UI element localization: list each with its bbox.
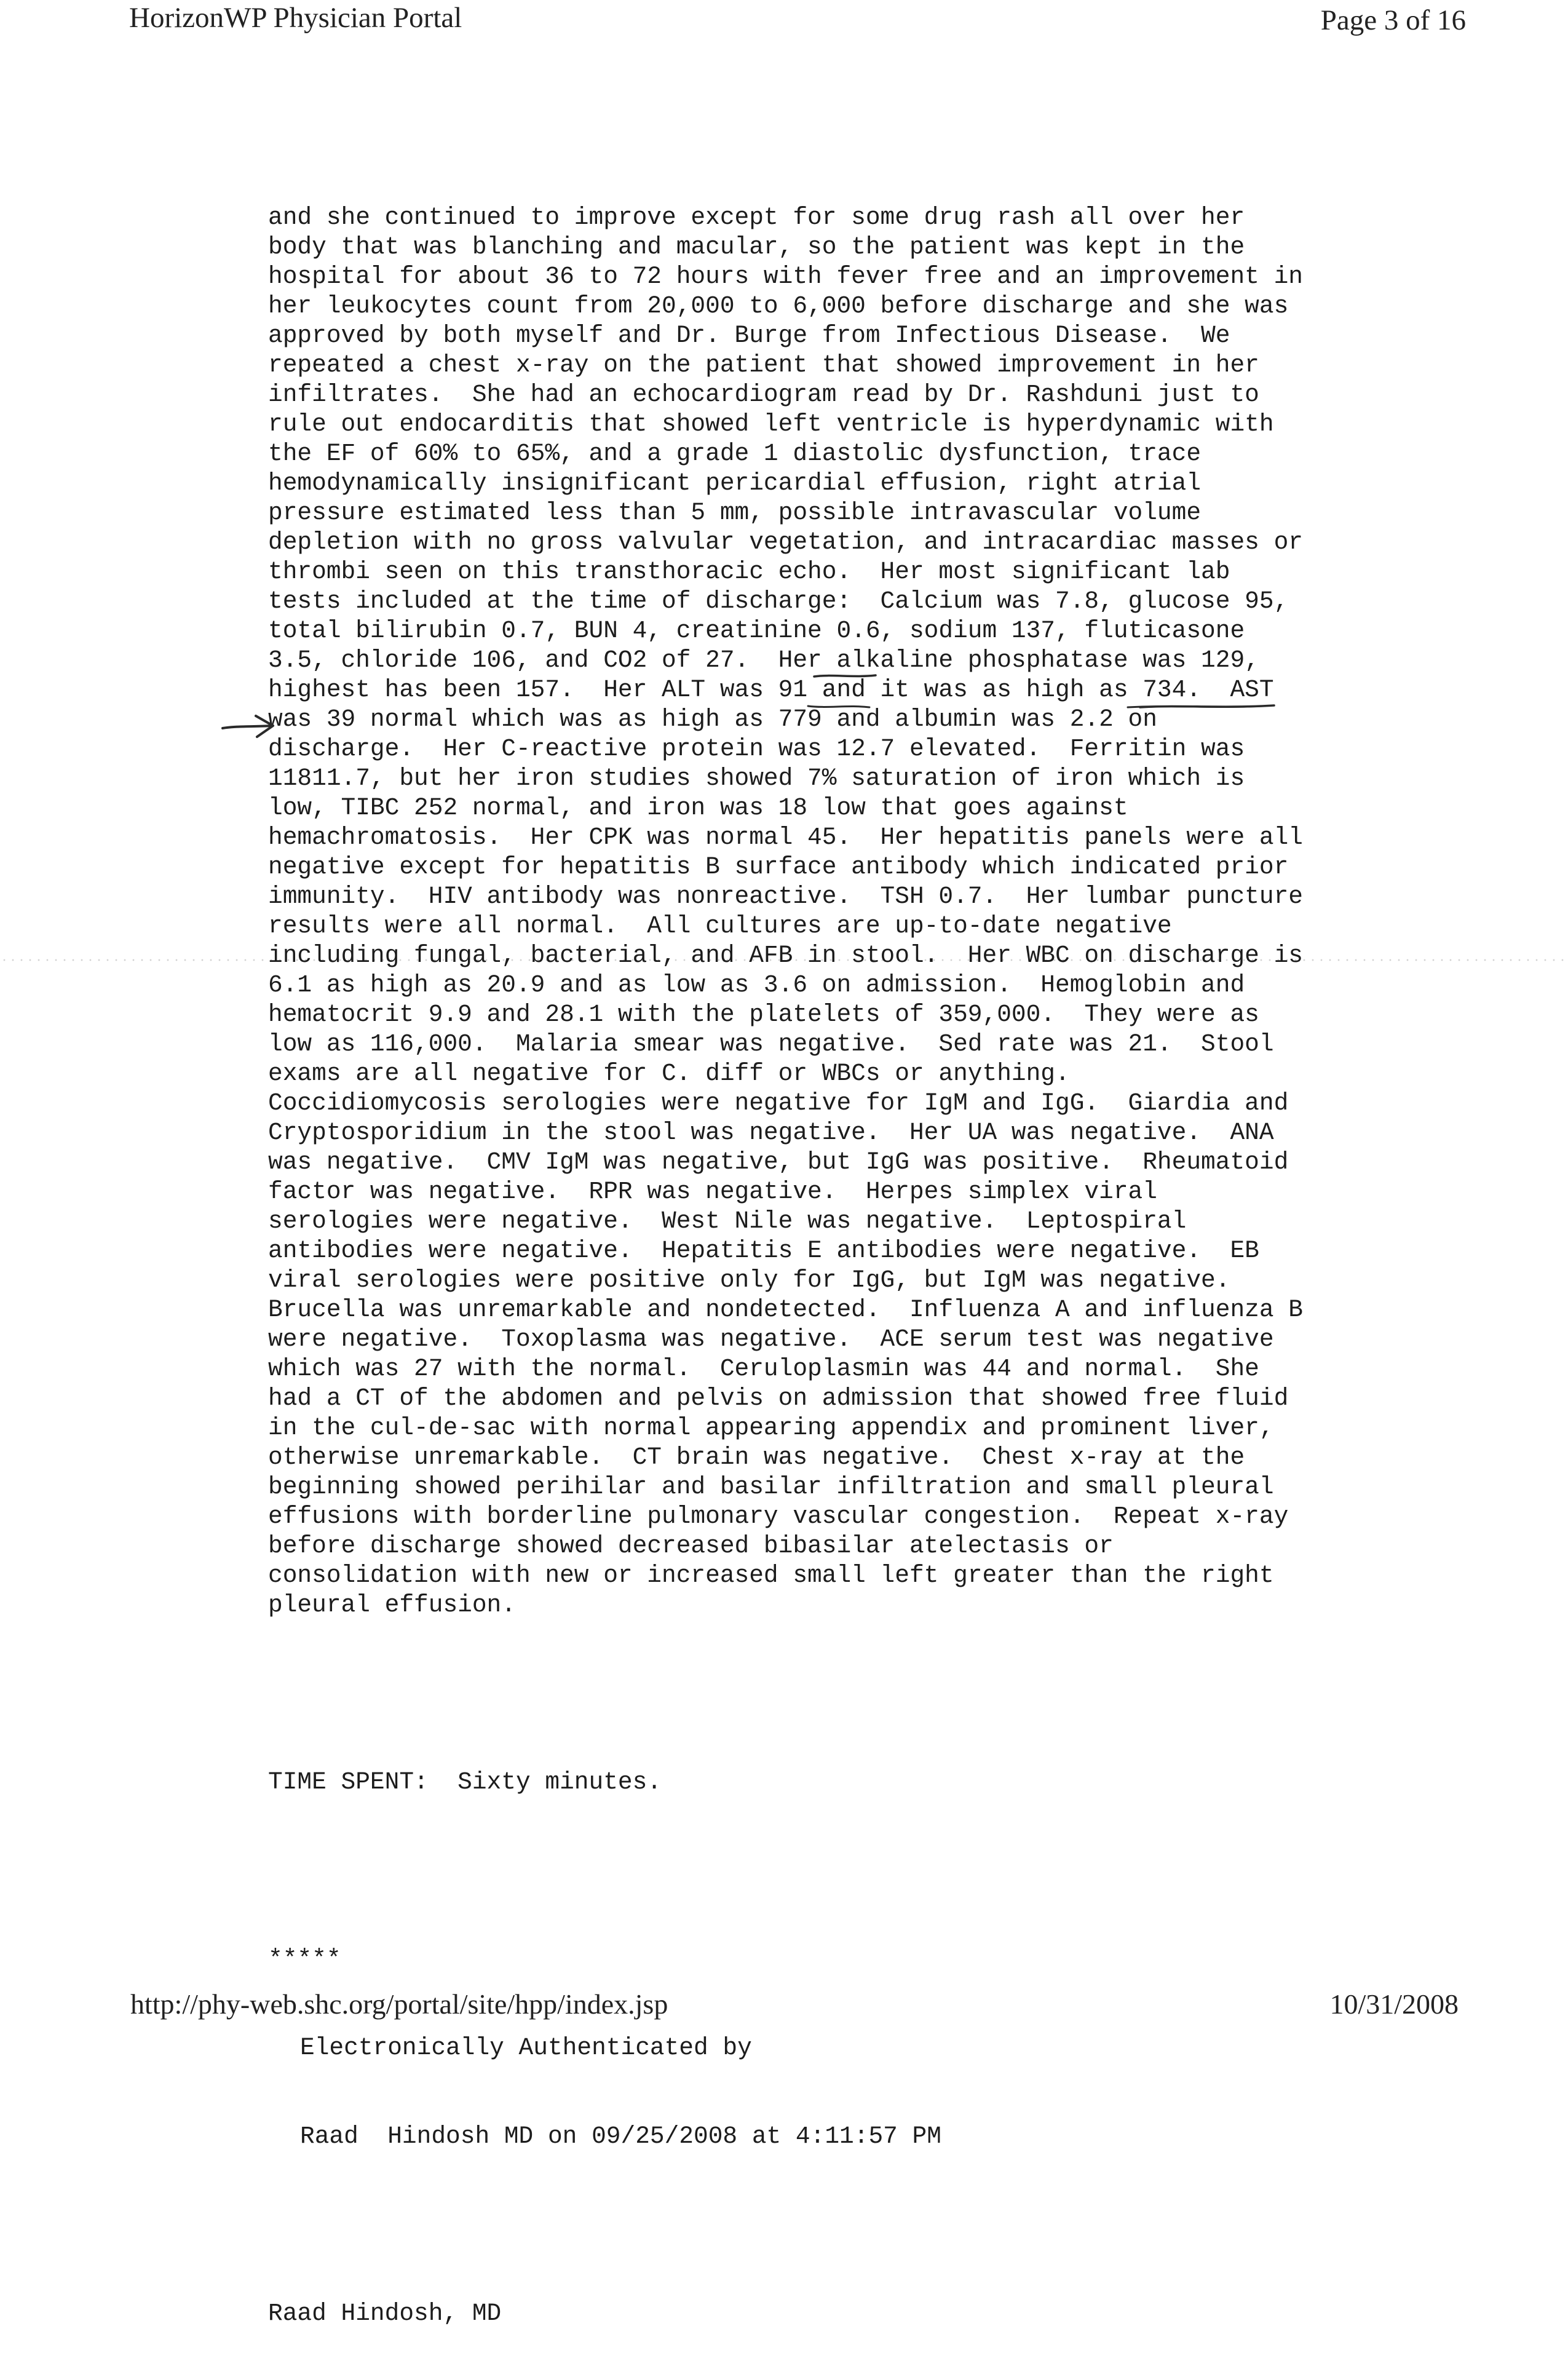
report-line: rule out endocarditis that showed left ventricle is hyperdynamic with: [268, 410, 1274, 438]
report-line: hospital for about 36 to 72 hours with fever free and an improvement in: [268, 263, 1303, 290]
report-line: the EF of 60% to 65%, and a grade 1 diastolic dysfunction, trace: [268, 440, 1202, 467]
report-line: in the cul-de-sac with normal appearing appendix and prominent liver,: [268, 1414, 1274, 1442]
spacer: [268, 2210, 1473, 2240]
report-line: infiltrates. She had an echocardiogram read by Dr. Rashduni just to: [268, 381, 1259, 408]
report-line: tests included at the time of discharge: Calcium was 7.8, glucose 95,: [268, 587, 1289, 615]
footer-print-date: 10/31/2008: [1329, 1988, 1459, 2020]
report-line: factor was negative. RPR was negative. Herpes simplex viral: [268, 1178, 1157, 1205]
auth-line-2: Raad Hindosh MD on 09/25/2008 at 4:11:57 PM: [300, 2122, 941, 2150]
report-line: which was 27 with the normal. Ceruloplasmin was 44 and normal. She: [268, 1355, 1259, 1383]
report-line: was negative. CMV IgM was negative, but IgG was positive. Rheumatoid: [268, 1148, 1289, 1176]
report-line: total bilirubin 0.7, BUN 4, creatinine 0.6, sodium 137, fluticasone: [268, 617, 1245, 645]
handwritten-arrow-icon: [220, 707, 275, 744]
spacer: [268, 1679, 1473, 1709]
report-line: highest has been 157. Her ALT was 91 and it was as high as 734. AST: [268, 676, 1274, 704]
report-line: negative except for hepatitis B surface antibody which indicated prior: [268, 853, 1289, 881]
report-line: Brucella was unremarkable and nondetected. Influenza A and influenza B: [268, 1296, 1303, 1324]
report-line: depletion with no gross valvular vegetation, and intracardiac masses or: [268, 528, 1303, 556]
report-line: repeated a chest x-ray on the patient that showed improvement in her: [268, 351, 1259, 379]
report-line: antibodies were negative. Hepatitis E antibodies were negative. EB: [268, 1237, 1259, 1264]
report-line: and she continued to improve except for some drug rash all over her: [268, 204, 1245, 231]
separator-asterisks: *****: [268, 1945, 341, 1973]
report-line: hematocrit 9.9 and 28.1 with the platelets of 359,000. They were as: [268, 1001, 1259, 1028]
report-line: discharge. Her C-reactive protein was 12.7 elevated. Ferritin was: [268, 735, 1245, 763]
report-line: before discharge showed decreased bibasilar atelectasis or: [268, 1532, 1114, 1560]
report-line: had a CT of the abdomen and pelvis on admission that showed free fluid: [268, 1384, 1289, 1412]
report-line: immunity. HIV antibody was nonreactive. TSH 0.7. Her lumbar puncture: [268, 883, 1303, 910]
report-line: were negative. Toxoplasma was negative. ACE serum test was negative: [268, 1325, 1274, 1353]
report-body: [268, 144, 1473, 2358]
report-line: low, TIBC 252 normal, and iron was 18 low that goes against: [268, 794, 1128, 822]
report-line: hemodynamically insignificant pericardial effusion, right atrial: [268, 469, 1202, 497]
report-line: low as 116,000. Malaria smear was negative. Sed rate was 21. Stool: [268, 1030, 1274, 1058]
report-line: consolidation with new or increased small left greater than the right: [268, 1562, 1274, 1589]
report-line: her leukocytes count from 20,000 to 6,000 before discharge and she was: [268, 292, 1289, 320]
report-line: including fungal, bacterial, and AFB in stool. Her WBC on discharge is: [268, 942, 1303, 969]
signature: Raad Hindosh, MD: [268, 2300, 502, 2327]
footer-url: http://phy-web.shc.org/portal/site/hpp/index.jsp: [130, 1988, 668, 2020]
report-line: thrombi seen on this transthoracic echo. Her most significant lab: [268, 558, 1230, 586]
auth-line-1: Electronically Authenticated by: [300, 2034, 752, 2062]
report-paragraph: [268, 203, 1473, 1620]
report-line: hemachromatosis. Her CPK was normal 45. Her hepatitis panels were all: [268, 824, 1303, 851]
header-page-indicator: Page 3 of 16: [1320, 4, 1466, 36]
report-line: Coccidiomycosis serologies were negative for IgM and IgG. Giardia and: [268, 1089, 1289, 1117]
handwritten-underline-was: [806, 701, 873, 713]
report-line: was 39 normal which was as high as 779 and albumin was 2.2 on: [268, 705, 1157, 733]
report-line: serologies were negative. West Nile was negative. Leptospiral: [268, 1207, 1187, 1235]
report-line: Cryptosporidium in the stool was negative. Her UA was negative. ANA: [268, 1119, 1274, 1146]
report-line: pressure estimated less than 5 mm, possible intravascular volume: [268, 499, 1202, 526]
handwritten-overline-iron-which: [1125, 701, 1267, 713]
report-line: effusions with borderline pulmonary vascular congestion. Repeat x-ray: [268, 1503, 1289, 1530]
report-line: exams are all negative for C. diff or WBCs or anything.: [268, 1060, 1070, 1087]
report-line: otherwise unremarkable. CT brain was negative. Chest x-ray at the: [268, 1443, 1245, 1471]
spacer: [268, 1856, 1473, 1886]
report-line: results were all normal. All cultures are up-to-date negative: [268, 912, 1172, 940]
report-line: beginning showed perihilar and basilar infiltration and small pleural: [268, 1473, 1274, 1501]
report-line: body that was blanching and macular, so the patient was kept in the: [268, 233, 1245, 261]
report-line: viral serologies were positive only for IgG, but IgM was negative.: [268, 1266, 1230, 1294]
report-line: pleural effusion.: [268, 1591, 516, 1619]
handwritten-underline-779: [812, 670, 879, 683]
header-portal-title: HorizonWP Physician Portal: [129, 2, 462, 34]
report-line: 6.1 as high as 20.9 and as low as 3.6 on admission. Hemoglobin and: [268, 971, 1245, 999]
report-line: 3.5, chloride 106, and CO2 of 27. Her alkaline phosphatase was 129,: [268, 646, 1259, 674]
time-spent: TIME SPENT: Sixty minutes.: [268, 1768, 662, 1796]
report-line: 11811.7, but her iron studies showed 7% saturation of iron which is: [268, 764, 1245, 792]
report-line: approved by both myself and Dr. Burge from Infectious Disease. We: [268, 322, 1230, 349]
